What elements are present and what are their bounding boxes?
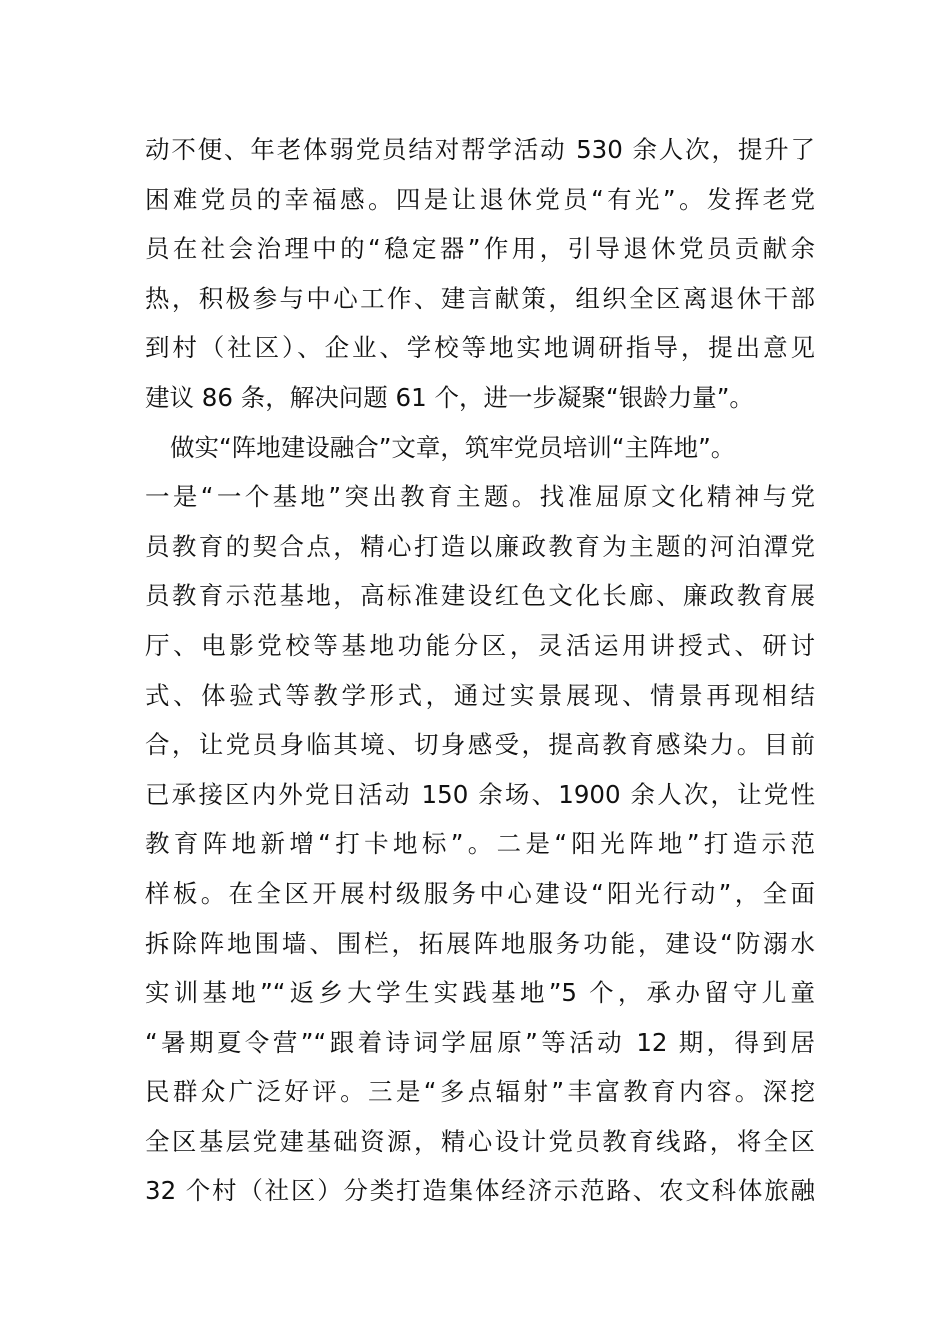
text-line: 32 个村（社区）分类打造集体经济示范路、农文科体旅融 [145, 1176, 815, 1206]
text-line: “暑期夏令营”“跟着诗词学屈原”等活动 12 期，得到居 [145, 1027, 815, 1057]
text-line: 拆除阵地围墙、围栏，拓展阵地服务功能，建设“防溺水 [145, 928, 815, 958]
text-line: 员教育示范基地，高标准建设红色文化长廊、廉政教育展 [145, 581, 815, 611]
text-line: 式、体验式等教学形式，通过实景展现、情景再现相结 [145, 680, 815, 710]
text-line: 动不便、年老体弱党员结对帮学活动 530 余人次，提升了 [145, 135, 815, 164]
text-line: 建议 86 条，解决问题 61 个，进一步凝聚“银龄力量”。 [145, 382, 754, 412]
text-line: 样板。在全区开展村级服务中心建设“阳光行动”，全面 [145, 878, 815, 908]
text-line: 一是“一个基地”突出教育主题。找准屈原文化精神与党 [145, 482, 815, 512]
text-line: 实训基地”“返乡大学生实践基地”5 个，承办留守儿童 [145, 978, 815, 1008]
text-line: 厅、电影党校等基地功能分区，灵活运用讲授式、研讨 [145, 630, 815, 660]
text-line: 民群众广泛好评。三是“多点辐射”丰富教育内容。深挖 [145, 1077, 815, 1107]
body-text [145, 125, 815, 1216]
text-line: 员在社会治理中的“稳定器”作用，引导退休党员贡献余 [145, 234, 815, 264]
text-line: 困难党员的幸福感。四是让退休党员“有光”。发挥老党 [145, 184, 815, 214]
text-line: 全区基层党建基础资源，精心设计党员教育线路，将全区 [145, 1126, 815, 1156]
paragraph-first-line: 做实“阵地建设融合”文章，筑牢党员培训“主阵地”。 [170, 432, 736, 462]
text-line: 热，积极参与中心工作、建言献策，组织全区离退休干部 [145, 283, 815, 313]
text-line: 教育阵地新增“打卡地标”。二是“阳光阵地”打造示范 [145, 829, 815, 859]
text-line: 合，让党员身临其境、切身感受，提高教育感染力。目前 [145, 730, 815, 760]
text-line: 已承接区内外党日活动 150 余场、1900 余人次，让党性 [145, 779, 815, 809]
text-line: 到村（社区）、企业、学校等地实地调研指导，提出意见 [145, 333, 815, 363]
text-line: 员教育的契合点，精心打造以廉政教育为主题的河泊潭党 [145, 531, 815, 561]
